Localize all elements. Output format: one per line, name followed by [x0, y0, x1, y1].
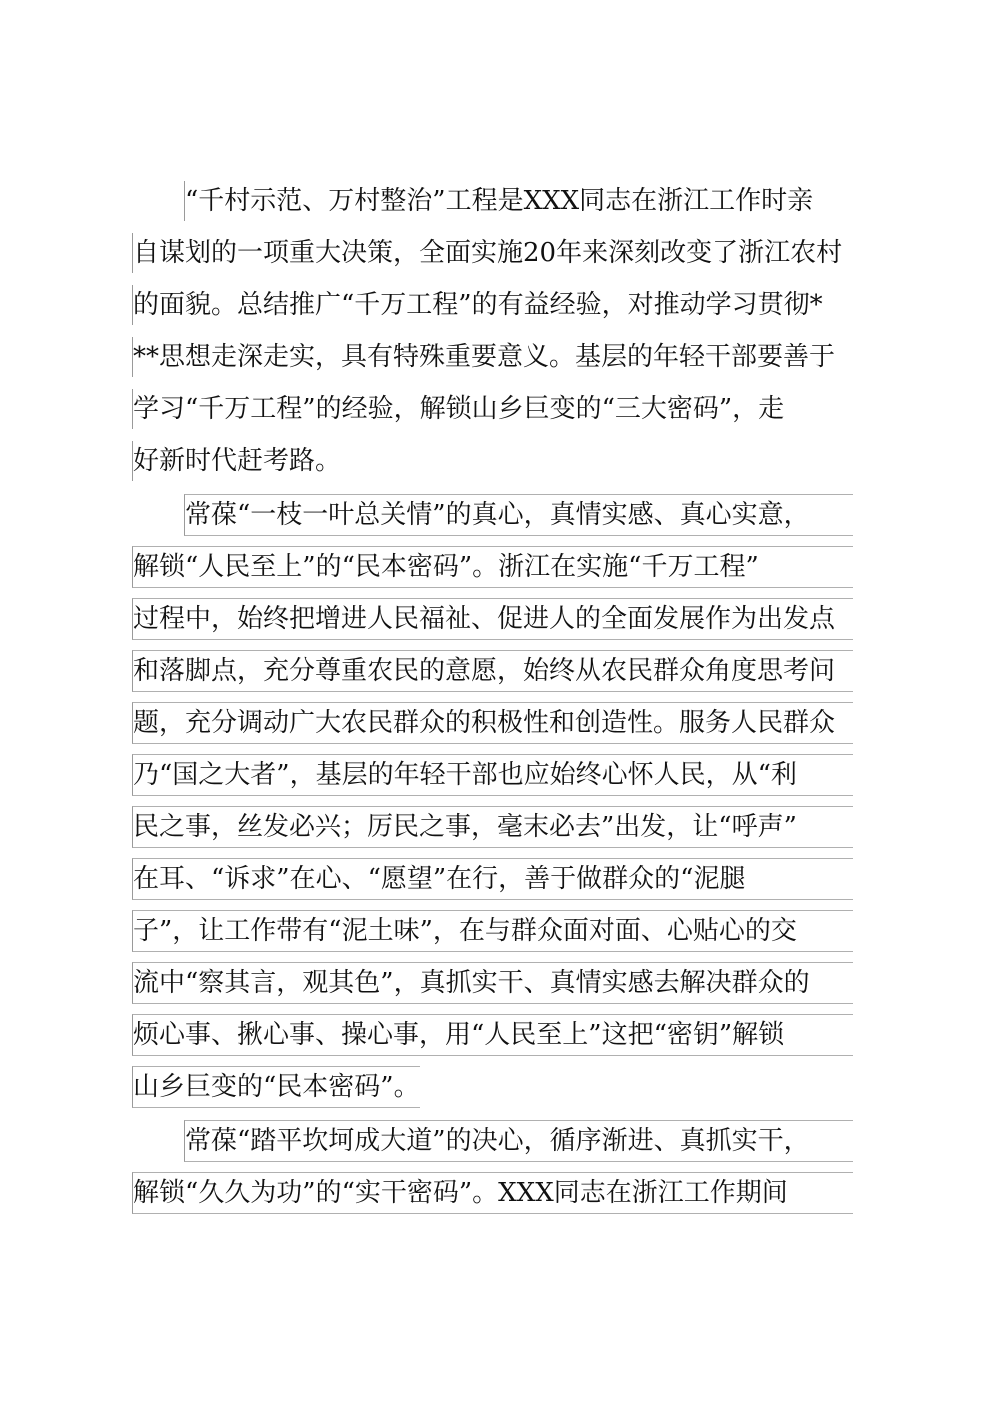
text-line: “千村示范、万村整治”工程是XXX同志在浙江工作时亲	[184, 181, 813, 221]
text-line: 常葆“一枝一叶总关情”的真心，真情实感、真心实意，	[184, 494, 853, 536]
text-line: 好新时代赶考路。	[132, 441, 341, 481]
text-line: 流中“察其言，观其色”，真抓实干、真情实感去解决群众的	[132, 962, 853, 1004]
text-line: 民之事，丝发必兴；厉民之事，毫末必去”出发，让“呼声”	[132, 806, 853, 848]
text-line: 解锁“人民至上”的“民本密码”。浙江在实施“千万工程”	[132, 546, 853, 588]
text-line: 过程中，始终把增进人民福祉、促进人的全面发展作为出发点	[132, 598, 853, 640]
text-line: 烦心事、揪心事、操心事，用“人民至上”这把“密钥”解锁	[132, 1014, 853, 1056]
text-line: 山乡巨变的“民本密码”。	[132, 1066, 420, 1108]
text-line: 学习“千万工程”的经验，解锁山乡巨变的“三大密码”，走	[132, 389, 784, 429]
text-line: 常葆“踏平坎坷成大道”的决心，循序渐进、真抓实干，	[184, 1120, 853, 1162]
text-line: 的面貌。总结推广“千万工程”的有益经验，对推动学习贯彻*	[132, 285, 823, 325]
text-line: 题，充分调动广大农民群众的积极性和创造性。服务人民群众	[132, 702, 853, 744]
text-line: 在耳、“诉求”在心、“愿望”在行，善于做群众的“泥腿	[132, 858, 853, 900]
text-line: 自谋划的一项重大决策，全面实施20年来深刻改变了浙江农村	[132, 233, 842, 273]
text-line: 解锁“久久为功”的“实干密码”。XXX同志在浙江工作期间	[132, 1172, 853, 1214]
text-line: 子”，让工作带有“泥土味”，在与群众面对面、心贴心的交	[132, 910, 853, 952]
text-line: 乃“国之大者”，基层的年轻干部也应始终心怀人民，从“利	[132, 754, 853, 796]
text-line: 和落脚点，充分尊重农民的意愿，始终从农民群众角度思考问	[132, 650, 853, 692]
text-line: **思想走深走实，具有特殊重要意义。基层的年轻干部要善于	[132, 337, 835, 377]
